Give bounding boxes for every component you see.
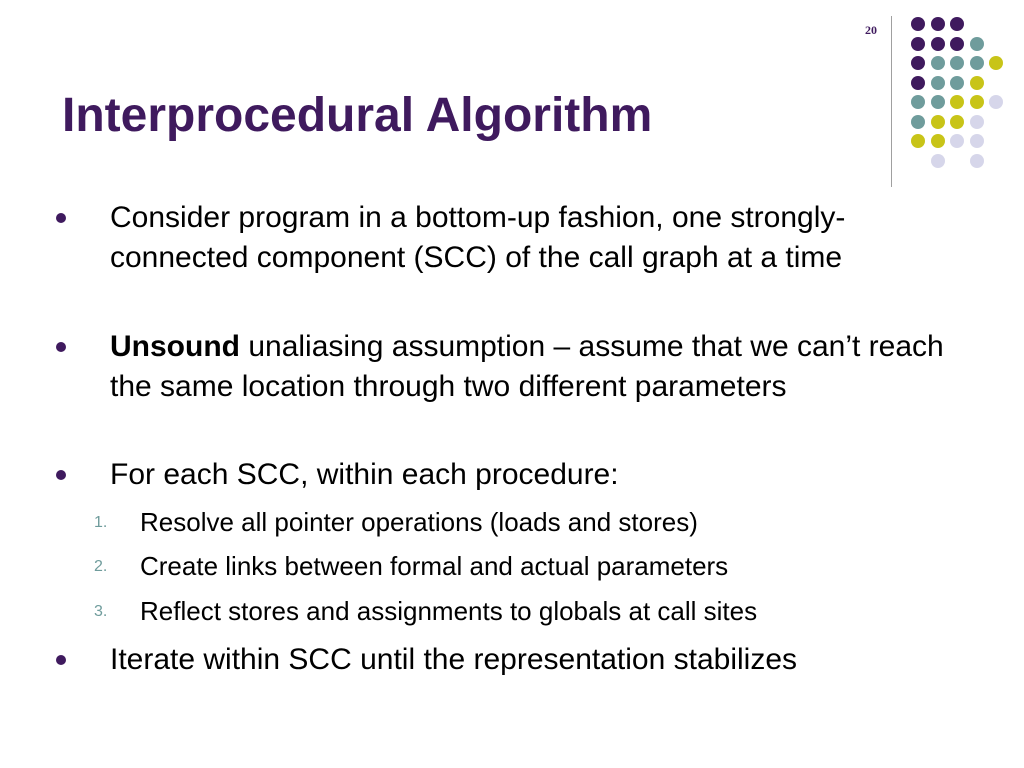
dot-lime-icon	[950, 115, 964, 129]
dot-teal-icon	[931, 95, 945, 109]
dot-lavender-icon	[970, 134, 984, 148]
step-number: 3.	[94, 603, 108, 620]
dot-teal-icon	[911, 115, 925, 129]
bullet-emphasis: Unsound	[110, 330, 240, 363]
dot-lime-icon	[931, 115, 945, 129]
step-text: Reflect stores and assignments to globals at call sites	[140, 596, 758, 626]
numbered-step	[94, 594, 980, 628]
dot-lime-icon	[911, 134, 925, 148]
bullet-text: Consider program in a bottom-up fashion, one strongly-connected component (SCC) of the call graph at a time	[110, 201, 846, 274]
dot-purple-icon	[931, 17, 945, 31]
dot-purple-icon	[911, 17, 925, 31]
dot-lime-icon	[970, 76, 984, 90]
bullet-marker-icon	[56, 213, 66, 223]
dot-purple-icon	[911, 76, 925, 90]
step-text: Create links between formal and actual parameters	[140, 551, 729, 581]
bullet-item	[110, 455, 970, 495]
bullet-item	[110, 327, 970, 407]
dot-lavender-icon	[970, 115, 984, 129]
numbered-step	[94, 505, 980, 539]
dot-lime-icon	[931, 134, 945, 148]
dot-teal-icon	[911, 95, 925, 109]
dot-lime-icon	[989, 56, 1003, 70]
dot-lime-icon	[970, 95, 984, 109]
dot-teal-icon	[931, 76, 945, 90]
dot-teal-icon	[931, 56, 945, 70]
dot-teal-icon	[950, 76, 964, 90]
dot-purple-icon	[931, 37, 945, 51]
step-number: 2.	[94, 558, 108, 575]
dot-lavender-icon	[989, 95, 1003, 109]
slide-number: 20	[865, 23, 877, 37]
dot-lavender-icon	[931, 154, 945, 168]
bullet-marker-icon	[56, 655, 66, 665]
dot-purple-icon	[950, 17, 964, 31]
numbered-step	[94, 549, 980, 583]
dot-teal-icon	[970, 56, 984, 70]
dot-purple-icon	[911, 37, 925, 51]
dot-purple-icon	[950, 37, 964, 51]
step-number: 1.	[94, 514, 108, 531]
bullet-text: unaliasing assumption – assume that we can’t reach the same location through two different parameters	[110, 330, 944, 403]
bullet-text: Iterate within SCC until the representation stabilizes	[110, 643, 798, 676]
bullet-item	[110, 640, 970, 680]
dot-lavender-icon	[950, 134, 964, 148]
dot-teal-icon	[950, 56, 964, 70]
bullet-item	[110, 198, 970, 278]
slide-title: Interprocedural Algorithm	[62, 89, 653, 142]
dot-teal-icon	[970, 37, 984, 51]
dot-lavender-icon	[970, 154, 984, 168]
divider-line	[891, 16, 892, 187]
step-text: Resolve all pointer operations (loads and stores)	[140, 507, 698, 537]
dot-purple-icon	[911, 56, 925, 70]
bullet-marker-icon	[56, 470, 66, 480]
bullet-text: For each SCC, within each procedure:	[110, 458, 619, 491]
dot-lime-icon	[950, 95, 964, 109]
bullet-marker-icon	[56, 342, 66, 352]
